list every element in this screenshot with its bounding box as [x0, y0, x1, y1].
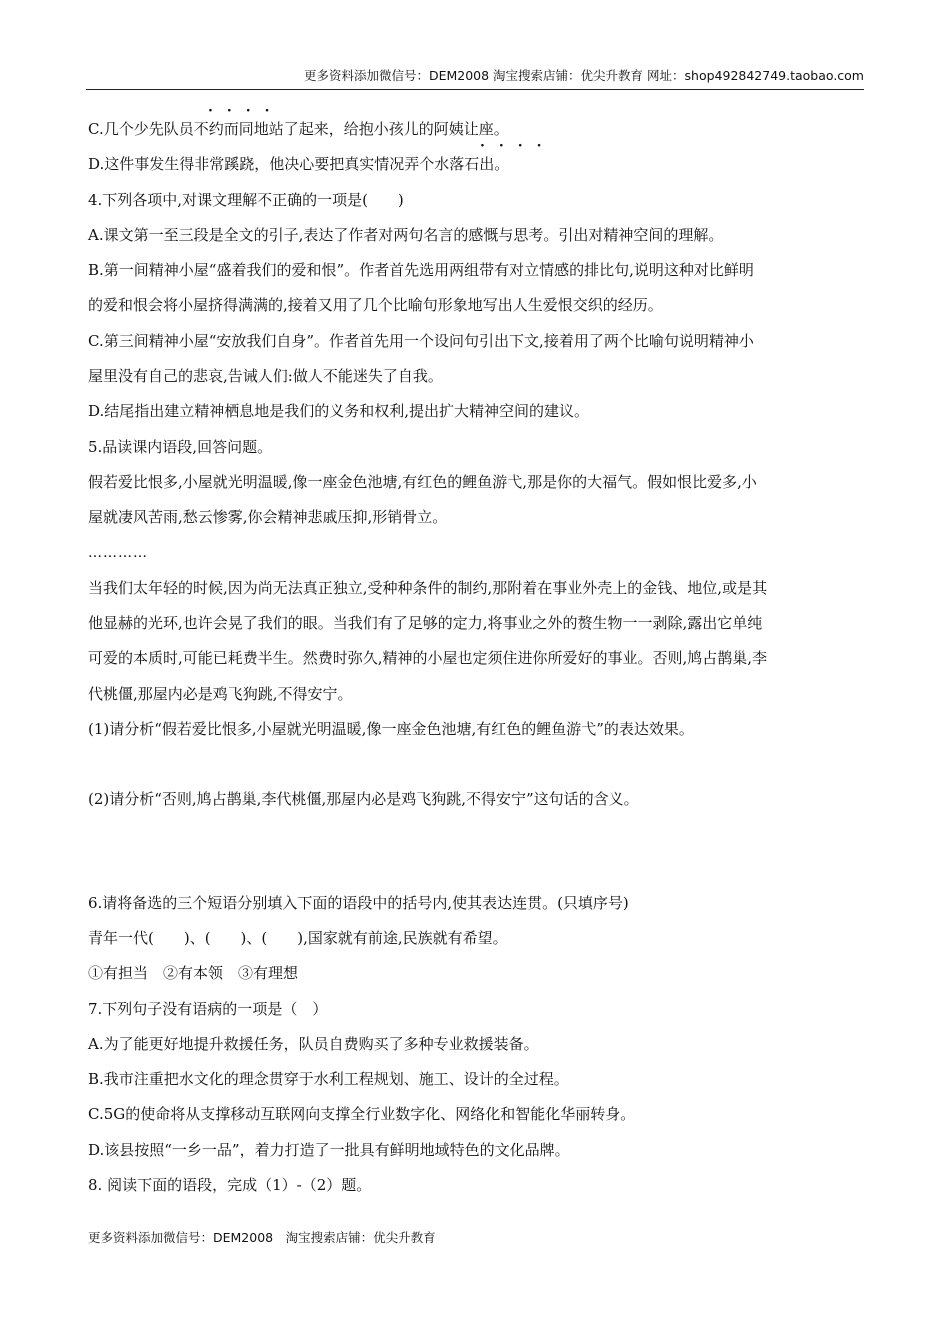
answer-space — [88, 747, 862, 782]
q5-passage1-line1: 假若爱比恨多,小屋就光明温暖,像一座金色池塘,有红色的鲤鱼游弋,那是你的大福气。假如恨比爱多,小 — [88, 472, 757, 491]
q4-stem: 4.下列各项中,对课文理解不正确的一项是( ) — [88, 190, 404, 209]
q7-option-d: D.该县按照“一乡一品”，着力打造了一批具有鲜明地域特色的文化品牌。 — [88, 1140, 570, 1159]
q6-options: ①有担当 ②有本领 ③有理想 — [88, 964, 299, 983]
q5-passage2-line1: 当我们太年轻的时候,因为尚无法真正独立,受种种条件的制约,那附着在事业外壳上的金钱、地位,或是其 — [88, 578, 768, 597]
q5-passage2-line4: 代桃僵,那屋内必是鸡飞狗跳,不得安宁。 — [88, 684, 353, 703]
q5-passage2-line3: 可爱的本质时,可能已耗费半生。然费时弥久,精神的小屋也定须住进你所爱好的事业。否则,鸠占鹊巢,李 — [88, 649, 768, 668]
q5-stem: 5.品读课内语段,回答问题。 — [88, 437, 273, 456]
q5-subquestion-1: (1)请分析“假若爱比恨多,小屋就光明温暖,像一座金色池塘,有红色的鲤鱼游弋”的表达效果。 — [88, 720, 694, 739]
q4-option-a: A.课文第一至三段是全文的引子,表达了作者对两句名言的感慨与思考。引出对精神空间的理解。 — [88, 225, 724, 244]
q4-option-d: D.结尾指出建立精神栖息地是我们的义务和权利,提出扩大精神空间的建议。 — [88, 402, 590, 421]
q3-option-c-text: C.几个少先队员不约而同地站了起来，给抱小孩儿的阿姨让座。 — [88, 120, 509, 138]
q7-option-c: C.5G的使命将从支撑移动互联网向支撑全行业数字化、网络化和智能化华丽转身。 — [88, 1105, 636, 1124]
q5-passage1-line2: 屋就凄风苦雨,愁云惨雾,你会精神悲戚压抑,形销骨立。 — [88, 508, 448, 527]
q3-option-d-text: D.这件事发生得非常蹊跷，他决心要把真实情况弄个水落石出。 — [88, 155, 510, 174]
document-body — [88, 103, 862, 1203]
q7-stem: 7.下列句子没有语病的一项是（ ） — [88, 999, 328, 1018]
q7-option-a: A.为了能更好地提升救援任务，队员自费购买了多种专业救援装备。 — [88, 1034, 539, 1053]
q3-option-c — [88, 103, 862, 147]
emphasis-dot-mark: · · · · — [480, 138, 542, 155]
q4-option-c-line2: 屋里没有自己的悲哀,告诫人们:做人不能迷失了自我。 — [88, 367, 443, 386]
q4-option-b-line1: B.第一间精神小屋“盛着我们的爱和恨”。作者首先选用两组带有对立情感的排比句,说明这种对比鲜明 — [88, 261, 754, 280]
q5-passage2-line2: 他显赫的光环,也许会晃了我们的眼。当我们有了足够的定力,将事业之外的赘生物一一剥除,露出它单纯 — [88, 614, 763, 633]
page-footer: 更多资料添加微信号：DEM2008 淘宝搜索店铺：优尖升教育 — [88, 1230, 436, 1245]
q8-stem: 8. 阅读下面的语段，完成（1）-（2）题。 — [88, 1176, 372, 1195]
q5-ellipsis: ………… — [88, 544, 148, 561]
q3-option-d — [88, 138, 862, 182]
page-header: 更多资料添加微信号：DEM2008 淘宝搜索店铺：优尖升教育 网址：shop492842749.taobao.com — [86, 66, 864, 90]
emphasis-dot-mark: · · · · — [208, 103, 270, 119]
q4-option-c-line1: C.第三间精神小屋“安放我们自身”。作者首先用一个设问句引出下文,接着用了两个比喻句说明精神小 — [88, 331, 754, 350]
q6-sentence: 青年一代( )、( )、( ),国家就有前途,民族就有希望。 — [88, 928, 508, 947]
answer-space — [88, 818, 862, 886]
q7-option-b: B.我市注重把水文化的理念贯穿于水利工程规划、施工、设计的全过程。 — [88, 1070, 569, 1089]
q6-stem: 6.请将备选的三个短语分别填入下面的语段中的括号内,使其表达连贯。(只填序号) — [88, 893, 629, 912]
q4-option-b-line2: 的爱和恨会将小屋挤得满满的,接着又用了几个比喻句形象地写出人生爱恨交织的经历。 — [88, 296, 663, 315]
q5-subquestion-2: (2)请分析“否则,鸠占鹊巢,李代桃僵,那屋内必是鸡飞狗跳,不得安宁”这句话的含义。 — [88, 790, 639, 809]
